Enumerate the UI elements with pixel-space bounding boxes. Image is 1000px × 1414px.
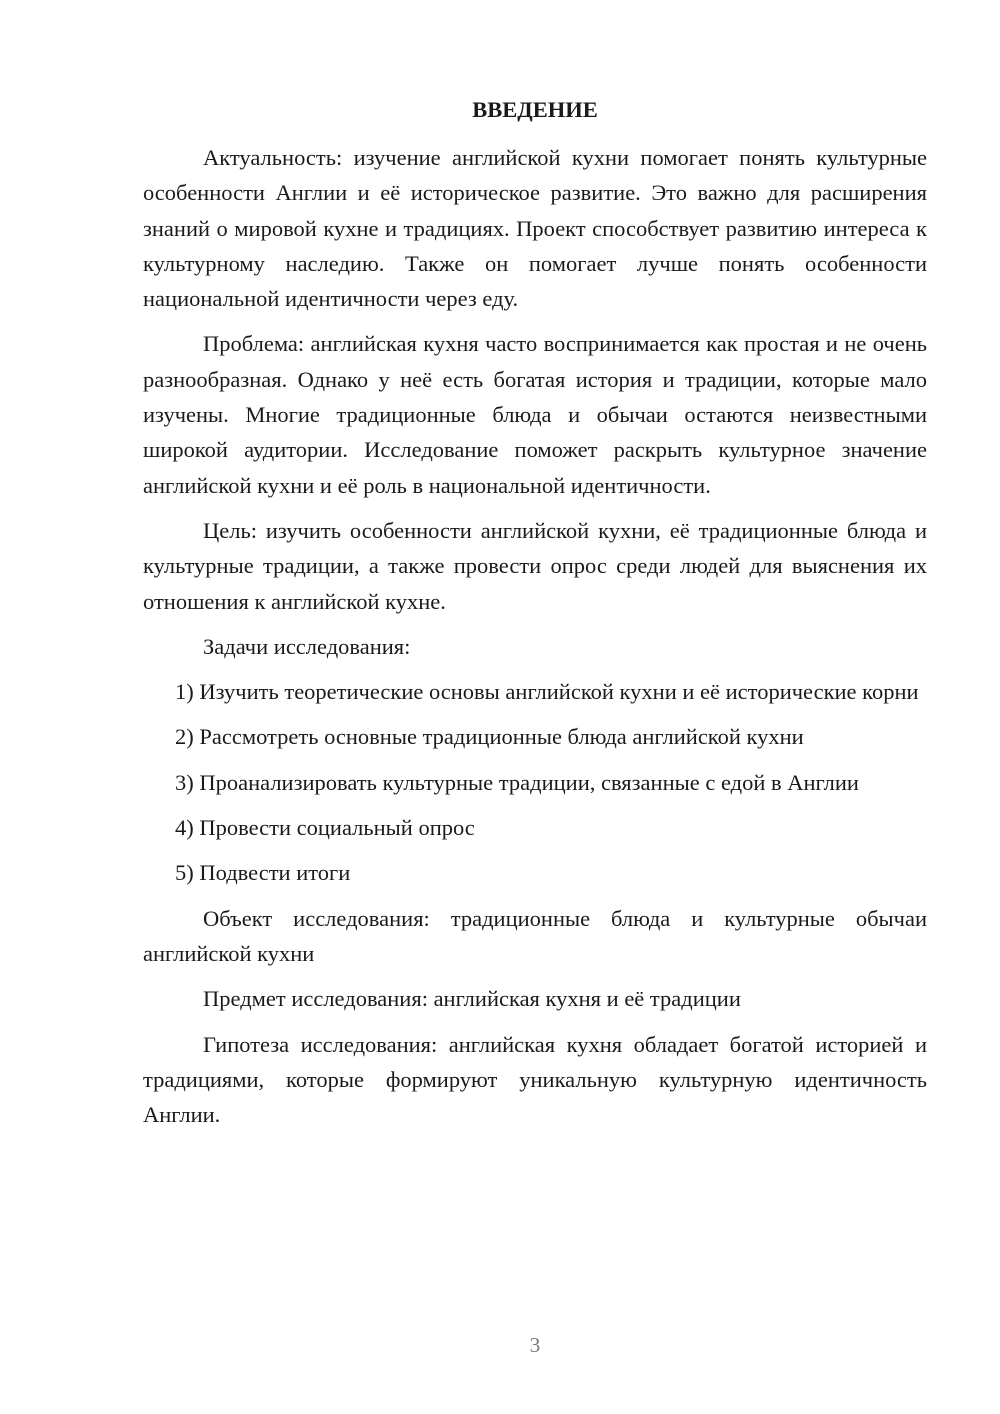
object-paragraph: Объект исследования: традиционные блюда и культурные обычаи английской кухни: [143, 905, 927, 966]
relevance-paragraph: Актуальность: изучение английской кухни помогает понять культурные особенности Англии и её историческое развитие. Это важно для расширения знаний о мировой кухне и традициях. Проект способствует развитию интереса к культурному наследию. Также он помогает лучше понять особенности национальной идентичности через еду.: [143, 145, 927, 312]
task-item: 5) Подвести итоги: [175, 860, 351, 886]
problem-paragraph: Проблема: английская кухня часто воспринимается как простая и не очень разнообразная. Однако у неё есть богатая история и традиции, которые мало изучены. Многие традиционные блюда и обычаи остаются неизвестными широкой аудитории. Исследование поможет раскрыть культурное значение английской кухни и её роль в национальной идентичности.: [143, 331, 927, 498]
task-item: 4) Провести социальный опрос: [175, 815, 475, 841]
document-page: [143, 92, 927, 1142]
task-item: 3) Проанализировать культурные традиции, связанные с едой в Англии: [175, 769, 859, 795]
task-item: 1) Изучить теоретические основы английской кухни и её исторические корни: [175, 679, 919, 705]
goal-paragraph: Цель: изучить особенности английской кухни, её традиционные блюда и культурные традиции, а также провести опрос среди людей для выяснения их отношения к английской кухне.: [143, 517, 927, 614]
task-item: 2) Рассмотреть основные традиционные блюда английской кухни: [175, 724, 804, 750]
hypothesis-paragraph: Гипотеза исследования: английская кухня обладает богатой историей и традициями, которые формируют уникальную культурную идентичность Англии.: [143, 1031, 927, 1128]
subject-paragraph: Предмет исследования: английская кухня и её традиции: [203, 986, 741, 1012]
page-number: 3: [529, 1333, 541, 1357]
document-title: ВВЕДЕНИЕ: [472, 97, 598, 122]
tasks-heading: Задачи исследования:: [203, 633, 411, 659]
